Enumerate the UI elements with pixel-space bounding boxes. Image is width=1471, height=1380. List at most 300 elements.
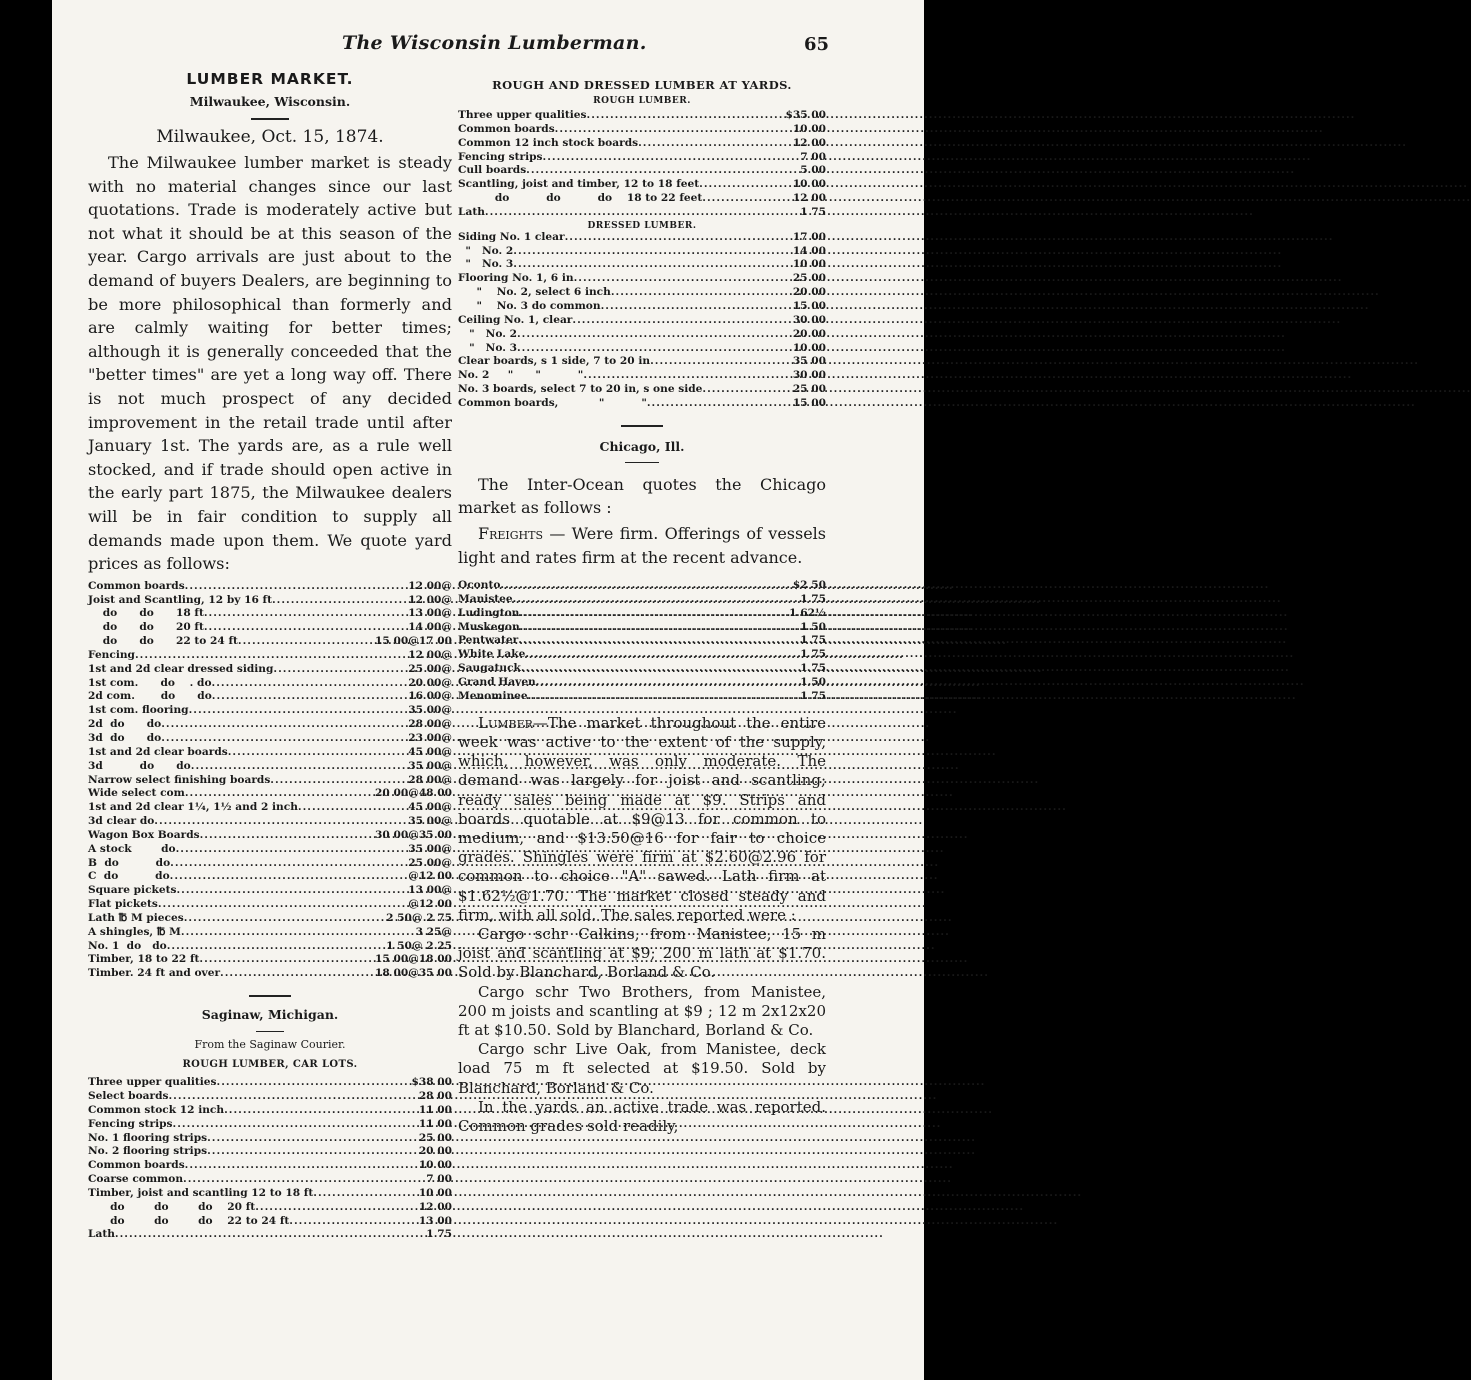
row-label: A shingles, ℔ M: [88, 925, 181, 938]
row-price: 14 00: [792, 244, 826, 257]
row-label: No. 3 boards, select 7 to 20 in, s one side: [458, 383, 703, 396]
row-label: " No. 3 do common: [458, 299, 601, 312]
row-price: 17 00: [792, 230, 826, 243]
row-label: Siding No. 1 clear: [458, 230, 565, 243]
row-price: $2 50: [792, 579, 826, 592]
yards-title: ROUGH AND DRESSED LUMBER AT YARDS.: [492, 78, 792, 92]
right-column: [458, 78, 826, 1136]
table-row: [88, 621, 452, 635]
row-price: 10 00: [792, 178, 826, 191]
table-row: [88, 843, 452, 857]
table-row: [88, 1159, 452, 1173]
table-row: [458, 676, 826, 690]
row-label: No. 1 do do: [88, 939, 167, 952]
dot-leader: [574, 272, 770, 286]
table-row: [88, 1104, 452, 1118]
row-price: 11 00: [418, 1117, 452, 1130]
row-label: Common stock 12 inch: [88, 1103, 225, 1116]
section-title: LUMBER MARKET.: [186, 70, 354, 88]
row-label: " No. 2, select 6 inch: [458, 286, 611, 299]
row-price: 15 00@18 00: [375, 953, 452, 966]
divider: [249, 995, 291, 997]
row-label: " No. 3: [458, 341, 517, 354]
dot-leader: [212, 690, 384, 704]
row-price: 13 00@: [408, 607, 452, 620]
row-price: 20 00: [792, 327, 826, 340]
page-number: 65: [804, 34, 830, 55]
dot-leader: [168, 1090, 396, 1104]
table-row: [88, 953, 452, 967]
newspaper-page: [52, 0, 924, 1380]
table-row: [88, 1201, 452, 1215]
row-label: No. 2 " " ": [458, 369, 584, 382]
dot-leader: [176, 884, 384, 898]
row-price: 1 50: [800, 676, 826, 688]
dot-leader: [565, 231, 770, 245]
row-label: 1st and 2d clear dressed siding: [88, 662, 274, 675]
row-price: 18 00@35 00: [375, 967, 452, 980]
dot-leader: [173, 1118, 397, 1132]
table-row: [458, 286, 826, 300]
sale-report-2: Cargo schr Two Brothers, from Manistee, 200 m joists and scantling at $9 ; 12 m 2x12x20 ft at $10.50. Sold by Blanchard, Borland & Co.: [458, 982, 826, 1039]
divider: [625, 462, 659, 463]
row-price: 10 00: [792, 258, 826, 271]
dot-leader: [191, 760, 384, 774]
row-label: 1st com. flooring: [88, 704, 189, 717]
sale-report-3: Cargo schr Live Oak, from Manistee, deck load 75 m ft selected at $19.50. Sold by Blanchard, Borland & Co.: [458, 1040, 826, 1097]
row-label: Common 12 inch stock boards: [458, 136, 639, 149]
row-price: 14 00@: [408, 621, 452, 634]
row-label: C do do: [88, 870, 170, 883]
table-row: [458, 178, 826, 192]
row-price: 25 00: [792, 383, 826, 396]
dot-leader: [702, 192, 770, 206]
row-price: 25 00: [418, 1131, 452, 1144]
row-label: Saugatuck: [458, 662, 521, 675]
row-label: Pentwater: [458, 634, 519, 647]
row-price: 30 00: [792, 369, 826, 382]
row-price: 1 62½: [789, 606, 826, 619]
table-row: [458, 300, 826, 314]
row-label: Common boards: [88, 1159, 185, 1172]
dressed-lumber-table: [458, 231, 826, 411]
row-label: Joist and Scantling, 12 by 16 ft: [88, 593, 272, 606]
dot-leader: [170, 857, 384, 871]
row-label: " No. 3: [458, 258, 514, 271]
row-label: Common boards, " ": [458, 396, 647, 409]
row-price: 20 00: [418, 1145, 452, 1158]
dot-leader: [158, 898, 384, 912]
row-label: A stock do: [88, 842, 176, 855]
dot-leader: [220, 967, 373, 981]
dot-leader: [521, 662, 770, 676]
dot-leader: [525, 648, 770, 662]
table-row: [88, 760, 452, 774]
dot-leader: [161, 718, 384, 732]
row-price: 28 00@: [408, 718, 452, 731]
row-label: Flat pickets: [88, 898, 158, 911]
freights-paragraph: [458, 522, 826, 569]
dot-leader: [699, 178, 770, 192]
row-label: Lath ℔ M pieces: [88, 911, 184, 924]
row-price: 12 00: [792, 192, 826, 205]
row-price: 20 00@: [408, 676, 452, 689]
table-row: [88, 635, 452, 649]
row-label: Grand Haven: [458, 676, 536, 688]
table-row: [458, 137, 826, 151]
dot-leader: [519, 607, 770, 621]
row-price: 35 00@: [408, 815, 452, 828]
row-price: 1 75: [800, 648, 826, 661]
dot-leader: [517, 328, 770, 342]
row-price: 10 00: [792, 341, 826, 354]
sale-report-1: Cargo schr Calkins, from Manistee, 15 m joist and scantling at $9; 200 m lath at $1.70. Sold by Blanchard, Borland & Co.: [458, 924, 826, 982]
table-row: [88, 1228, 452, 1242]
row-price: 35 00: [792, 355, 826, 368]
dot-leader: [500, 579, 770, 593]
row-label: 1st com. do . do: [88, 676, 212, 689]
table-row: [88, 898, 452, 912]
dot-leader: [313, 1187, 396, 1201]
row-label: do do 22 to 24 ft: [88, 635, 238, 648]
row-label: Manistee: [458, 592, 513, 605]
row-label: Fencing strips: [88, 1117, 173, 1130]
table-row: [88, 580, 452, 594]
row-price: 25 00@: [408, 662, 452, 675]
dot-leader: [207, 1145, 396, 1159]
row-label: Common boards: [88, 579, 185, 592]
dot-leader: [298, 801, 384, 815]
dot-leader: [183, 1173, 396, 1187]
dot-leader: [199, 953, 373, 967]
row-label: Wagon Box Boards: [88, 828, 200, 841]
table-row: [458, 272, 826, 286]
lumber-text: —The market throughout the entire week was active to the extent of the supply, which, however, was only moderate. The demand was largely for joist and scantling; ready sales being made at $9. Strips and boards quotable at $9@13 for common to medium, and $13.50@16 for fair to choice grades. Shingles were firm at $2.60@2.96 for common to choice "A" sawed. Lath firm at $1.62½@1.70. The market closed steady and firm, with all sold. The sales reported were :: [458, 713, 826, 924]
row-price: 12 00@: [408, 648, 452, 661]
dot-leader: [555, 123, 770, 137]
lumber-label: Lumber: [478, 713, 533, 732]
table-row: [88, 829, 452, 843]
table-row: [88, 732, 452, 746]
table-row: [88, 1173, 452, 1187]
table-row: [88, 746, 452, 760]
row-price: 1 75: [800, 592, 826, 605]
dot-leader: [536, 676, 770, 690]
dot-leader: [611, 286, 770, 300]
row-price: 12 00: [418, 1200, 452, 1213]
table-row: [458, 231, 826, 245]
row-price: 5 00: [800, 164, 826, 177]
row-price: 30 00@35 00: [375, 828, 452, 841]
dot-leader: [518, 634, 770, 648]
row-price: 28 00@: [408, 773, 452, 786]
row-price: 35 00@: [408, 759, 452, 772]
row-label: " No. 2: [458, 244, 514, 257]
dot-leader: [185, 1159, 396, 1173]
table-row: [458, 258, 826, 272]
row-label: Cull boards: [458, 164, 527, 177]
dot-leader: [587, 109, 770, 123]
dot-leader: [170, 870, 384, 884]
dot-leader: [224, 1104, 396, 1118]
row-label: Fencing: [88, 648, 135, 661]
row-label: Three upper qualities: [88, 1076, 217, 1089]
row-label: Wide select com: [88, 787, 185, 800]
row-label: " No. 2: [458, 327, 517, 340]
row-price: 7 00: [800, 150, 826, 163]
dot-leader: [272, 594, 384, 608]
row-label: do do do 22 to 24 ft: [88, 1214, 290, 1227]
dot-leader: [513, 245, 770, 259]
table-row: [88, 857, 452, 871]
row-price: 28 00: [418, 1090, 452, 1102]
dot-leader: [583, 369, 770, 383]
dot-leader: [207, 1132, 396, 1146]
freight-rate-table: [458, 579, 826, 704]
row-label: 3d clear do: [88, 815, 155, 828]
dot-leader: [485, 206, 770, 220]
table-row: [458, 109, 826, 123]
table-row: [458, 690, 826, 704]
row-price: 1 75: [426, 1228, 452, 1241]
row-price: 12 00@: [408, 593, 452, 606]
rough-lumber-title: ROUGH LUMBER.: [593, 96, 691, 106]
table-row: [88, 940, 452, 954]
table-row: [458, 328, 826, 342]
dot-leader: [702, 383, 770, 397]
row-label: 2d com. do do: [88, 690, 212, 703]
row-price: @12 00: [408, 870, 452, 883]
row-price: 7 00: [426, 1173, 452, 1186]
dot-leader: [517, 342, 770, 356]
dot-leader: [176, 843, 384, 857]
saginaw-price-table: [88, 1076, 452, 1242]
row-label: Three upper qualities: [458, 109, 587, 121]
row-label: No. 2 flooring strips: [88, 1145, 208, 1158]
freights-label: Freights: [478, 523, 544, 543]
row-label: Common boards: [458, 122, 555, 135]
row-price: 1 75: [800, 689, 826, 702]
divider: [251, 118, 289, 120]
row-label: Timber. 24 ft and over: [88, 967, 221, 980]
row-label: do do 20 ft: [88, 621, 204, 634]
row-price: 10 00: [792, 122, 826, 135]
dot-leader: [513, 593, 770, 607]
row-price: 25 00: [792, 272, 826, 285]
table-row: [458, 579, 826, 593]
row-price: 10 00: [418, 1186, 452, 1199]
row-price: $38 00: [411, 1076, 452, 1089]
left-column: [88, 70, 452, 1242]
table-row: [458, 123, 826, 137]
row-label: Timber, joist and scantling 12 to 18 ft: [88, 1186, 314, 1199]
row-price: 13 00@: [408, 884, 452, 897]
table-row: [88, 607, 452, 621]
table-row: [88, 649, 452, 663]
dot-leader: [154, 815, 384, 829]
dot-leader: [513, 258, 770, 272]
table-row: [458, 342, 826, 356]
dot-leader: [115, 1228, 396, 1242]
row-price: 1 50: [800, 620, 826, 633]
row-label: Ceiling No. 1, clear: [458, 313, 573, 326]
table-row: [88, 801, 452, 815]
dot-leader: [650, 355, 770, 369]
row-label: Menominee: [458, 689, 528, 702]
row-price: 1 50@ 2 25: [386, 939, 452, 952]
row-price: 45 00@: [408, 801, 452, 814]
row-label: Scantling, joist and timber, 12 to 18 feet: [458, 178, 700, 191]
table-row: [88, 690, 452, 704]
row-label: Coarse common: [88, 1173, 184, 1186]
dot-leader: [212, 677, 384, 691]
dot-leader: [601, 300, 770, 314]
table-row: [458, 164, 826, 178]
dateline: Milwaukee, Oct. 15, 1874.: [156, 127, 384, 147]
dot-leader: [270, 774, 384, 788]
row-price: 16 00@: [408, 690, 452, 703]
row-price: 12 00: [792, 136, 826, 149]
dot-leader: [543, 151, 771, 165]
dot-leader: [204, 621, 384, 635]
closing-paragraph: In the yards an active trade was reported. Common grades sold readily,: [458, 1097, 826, 1135]
divider: [256, 1031, 284, 1032]
row-label: Lath: [88, 1228, 115, 1241]
row-price: 3 25@: [415, 925, 452, 938]
table-row: [458, 607, 826, 621]
row-price: 10 00: [418, 1159, 452, 1172]
dot-leader: [289, 1215, 396, 1229]
row-label: Select boards: [88, 1090, 169, 1102]
running-title: The Wisconsin Lumberman.: [342, 32, 647, 54]
row-label: Clear boards, s 1 side, 7 to 20 in: [458, 355, 651, 368]
dot-leader: [228, 746, 384, 760]
row-label: Oconto: [458, 579, 501, 592]
row-label: B do do: [88, 856, 171, 869]
table-row: [458, 314, 826, 328]
dot-leader: [185, 580, 384, 594]
dot-leader: [167, 940, 384, 954]
row-price: 35 00@: [408, 842, 452, 855]
table-row: [458, 662, 826, 676]
dot-leader: [204, 607, 384, 621]
row-price: 1 75: [800, 205, 826, 218]
row-label: do do do 18 to 22 feet: [458, 192, 703, 205]
row-price: 25 00@: [408, 856, 452, 869]
table-row: [88, 926, 452, 940]
table-row: [458, 355, 826, 369]
row-label: Ludington: [458, 606, 520, 619]
row-price: 35 00@: [408, 704, 452, 717]
market-report: The Milwaukee lumber market is steady with no material changes since our last quotations. Trade is moderately active but not what it should be at this season of the year. Cargo arrivals are just about to the demand of buyers Dealers, are beginning to be more philosophical than formerly and are calmly waiting for better times; although it is generally conceeded that the "better times" are yet a long way off. There is not much prospect of any decided improvement in the retail trade until after January 1st. The yards are, as a rule well stocked, and if trade should open active in the early part 1875, the Milwaukee dealers will be in fair condition to supply all demands made upon them. We quote yard prices as follows:: [88, 153, 452, 574]
row-label: Timber, 18 to 22 ft: [88, 953, 200, 966]
row-label: Square pickets: [88, 884, 177, 897]
table-row: [458, 369, 826, 383]
dot-leader: [255, 1201, 396, 1215]
row-price: $35 00: [785, 109, 826, 121]
table-row: [458, 648, 826, 662]
table-row: [88, 594, 452, 608]
table-row: [458, 383, 826, 397]
freights-text: — Were firm. Offerings of vessels light and rates firm at the recent advance.: [458, 523, 826, 567]
dot-leader: [184, 912, 384, 926]
rough-lumber-table: [458, 109, 826, 220]
dot-leader: [185, 787, 373, 801]
row-label: 1st and 2d clear boards: [88, 745, 228, 758]
table-row: [88, 704, 452, 718]
table-row: [88, 884, 452, 898]
row-label: 2d do do: [88, 718, 162, 731]
table-row: [88, 718, 452, 732]
row-price: 20 00: [792, 286, 826, 299]
row-label: Muskegon: [458, 620, 520, 633]
dressed-lumber-title: DRESSED LUMBER.: [587, 220, 697, 231]
table-row: [458, 621, 826, 635]
row-price: 20 00@48 00: [375, 787, 452, 800]
row-label: 1st and 2d clear 1¼, 1½ and 2 inch: [88, 801, 298, 814]
dot-leader: [161, 732, 384, 746]
row-price: 23 00@: [408, 731, 452, 744]
dot-leader: [200, 829, 373, 843]
row-label: do do 18 ft: [88, 607, 204, 620]
saginaw-title: Saginaw, Michigan.: [201, 1007, 339, 1023]
table-row: [88, 1090, 452, 1104]
table-row: [88, 1076, 452, 1090]
row-label: do do do 20 ft: [88, 1200, 256, 1213]
dot-leader: [520, 621, 770, 635]
saginaw-source: From the Saginaw Courier.: [194, 1038, 346, 1052]
row-label: Lath: [458, 205, 485, 218]
table-row: [458, 151, 826, 165]
table-row: [88, 677, 452, 691]
row-label: 3d do do: [88, 759, 191, 772]
row-label: Narrow select finishing boards: [88, 773, 271, 786]
table-row: [458, 245, 826, 259]
dot-leader: [181, 926, 384, 940]
row-price: 15 00: [792, 299, 826, 312]
table-row: [88, 912, 452, 926]
row-price: 45 00@: [408, 745, 452, 758]
row-price: 11 00: [418, 1103, 452, 1116]
divider: [621, 425, 663, 427]
dot-leader: [189, 704, 384, 718]
row-price: 12 00@: [408, 579, 452, 592]
table-row: [88, 1132, 452, 1146]
row-price: 13 00: [418, 1214, 452, 1227]
table-row: [88, 967, 452, 981]
row-price: 1 75: [800, 634, 826, 647]
row-price: 2 50@ 2 75: [386, 911, 452, 924]
table-row: [88, 1187, 452, 1201]
table-row: [88, 815, 452, 829]
table-row: [458, 634, 826, 648]
table-row: [88, 1145, 452, 1159]
row-label: No. 1 flooring strips: [88, 1131, 208, 1144]
chicago-intro: The Inter-Ocean quotes the Chicago market as follows :: [458, 474, 826, 518]
row-price: 15 00: [792, 396, 826, 409]
row-price: 30 00: [792, 313, 826, 326]
dot-leader: [572, 314, 770, 328]
table-row: [458, 593, 826, 607]
table-row: [88, 663, 452, 677]
row-label: Flooring No. 1, 6 in: [458, 272, 574, 285]
table-row: [88, 1215, 452, 1229]
dot-leader: [217, 1076, 396, 1090]
table-row: [88, 787, 452, 801]
dot-leader: [528, 690, 770, 704]
row-price: 15 00@17 00: [375, 635, 452, 648]
lumber-paragraph: [458, 714, 826, 925]
